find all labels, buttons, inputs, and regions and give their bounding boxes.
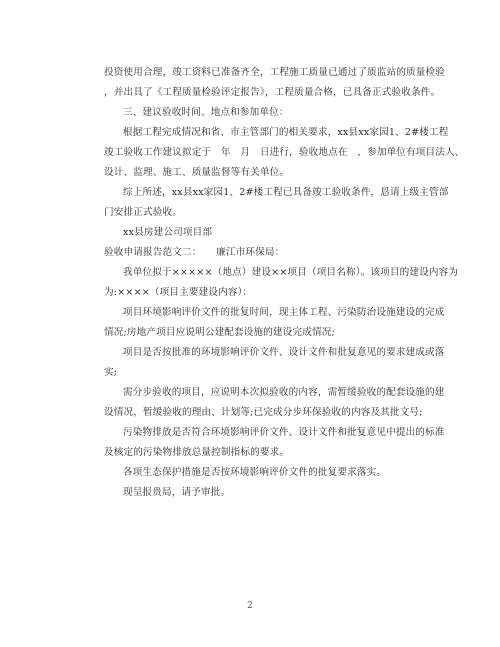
signature-line: xx县房建公司项目部 [123, 227, 213, 238]
paragraph-line: 设情况，暂缓验收的理由、计划等;已完成分步环保验收的内容及其批文号; [104, 407, 423, 418]
paragraph-line: 项目是否按批准的环境影响评价文件、设计文件和批复意见的要求建成或落 [123, 347, 445, 358]
paragraph-line: 及核定的污染物排放总量控制指标的要求。 [104, 447, 290, 458]
section-heading: 三、建议验收时间、地点和参加单位： [123, 107, 289, 118]
paragraph-line: 我单位拟于×××××（地点）建设××项目（项目名称）。该项目的建设内容为 [123, 267, 459, 278]
paragraph-line: 综上所述，xx县xx家园1、2#楼工程已具备竣工验收条件，恳请上级主管部 [123, 187, 449, 198]
paragraph-line: 各项生态保护措施是否按环境影响评价文件的批复要求落实。 [123, 467, 387, 478]
paragraph-line: 根据工程完成情况和省、市主管部门的相关要求，xx县xx家园1、2#楼工程 [123, 127, 449, 138]
paragraph-line: 竣工验收工作建议拟定于 年 月 日进行，验收地点在 ，参加单位有项目法人、 [104, 147, 465, 158]
closing-line: 现呈报贵局，请予审批。 [123, 487, 231, 498]
paragraph-line: 门安排正式验收。 [104, 207, 182, 218]
paragraph-line: 污染物排放是否符合环境影响评价文件、设计文件和批复意见中提出的标准 [123, 427, 445, 438]
paragraph-line: 项目环境影响评价文件的批复时间，现主体工程、污染防治设施建设的完成 [123, 307, 445, 318]
paragraph-line: 设计、监理、施工、质量监督等有关单位。 [104, 167, 290, 178]
paragraph-line: ，并出具了《工程质量检验评定报告》，工程质量合格，已具备正式验收条件。 [104, 87, 441, 98]
heading-line: 验收申请报告范文二： 廉江市环保局： [104, 247, 285, 258]
paragraph-line: 实; [104, 367, 118, 378]
paragraph-line: 投资使用合理，竣工资料已准备齐全，工程施工质量已通过了质监站的质量检验 [104, 67, 446, 78]
paragraph-line: 需分步验收的项目，应说明本次拟验收的内容，需暂缓验收的配套设施的建 [123, 387, 445, 398]
page-number: 2 [247, 601, 253, 611]
paragraph-line: 为:××××（项目主要建设内容）： [104, 287, 253, 298]
paragraph-line: 情况;房地产项目应说明公建配套设施的建设完成情况; [104, 327, 335, 338]
